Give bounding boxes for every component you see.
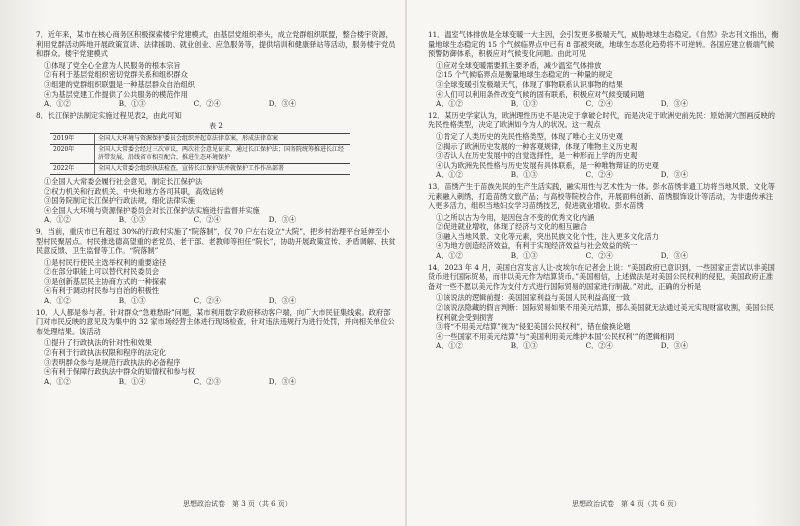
choice-d: D．③④: [268, 215, 297, 225]
option: ②有利于基层党组织密切党群关系和组织群众: [44, 70, 188, 80]
option: ③表明群众参与是规范行政执法的必备程序: [44, 357, 181, 367]
choice-d: D．③④: [660, 341, 689, 351]
choice-b: B．①③: [510, 170, 538, 180]
option: ①肯定了人类历史的先民性格类型，体现了唯心主义历史观: [436, 131, 623, 141]
choice-a: A．①②: [44, 99, 71, 109]
year-cell: 2022年: [50, 163, 95, 174]
page-4-column: [428, 30, 780, 353]
event-cell: 全国人大环境与资源保护委员会组织并起草法律草案，形成法律草案: [95, 133, 351, 144]
option: ③国务院制定长江保护行政法规，细化法律实施: [44, 196, 195, 206]
answer-choices: [44, 215, 396, 225]
option: ②该说法隐藏的假言判断：国际贸易如果不用美元结算，那么美国就无法通过美元实现财富收割，美国公民权利就会受到损害: [436, 303, 774, 322]
option: ①该说法的逻辑前提：美国国家利益与美国人民利益高度一致: [436, 293, 631, 303]
choice-c: C．②④: [585, 251, 613, 261]
choice-b: B．①③: [118, 215, 146, 225]
choice-c: C．②④: [585, 341, 613, 351]
choice-b: B．①③: [510, 99, 538, 109]
question-10: [36, 308, 396, 387]
choice-c: C．②④: [585, 99, 613, 109]
answer-choices: [436, 341, 780, 351]
option: ②揭示了欧洲历史发展的一种客观规律，体现了唯物主义历史观: [436, 141, 638, 151]
year-cell: 2020年: [50, 144, 95, 163]
answer-choices: [44, 99, 396, 109]
choice-a: A．①②: [436, 99, 463, 109]
question-stem: 13．苗绣产生于苗族先民的生产生活实践，融实用性与艺术性为一体。彭水苗绣非遗工坊将当地风景、文化等元素融入刺绣，打造苗绣文旅产品；与高校等院校合作，开展面料创新、苗绣服饰设计等活动，为非遗传承注入更多活力，组织当地妇女学习苗绣技艺，促进就业增收。彭水苗绣: [428, 181, 775, 211]
choice-a: A．①②: [44, 296, 71, 306]
choice-d: D．③④: [660, 170, 689, 180]
option: ④为基层党建工作提供了公共服务的模范作用: [44, 89, 188, 99]
table-caption: 表 2: [209, 122, 223, 131]
option: ③将“不用美元结算”视为“侵犯美国公民权利”，错在偷换论题: [436, 322, 631, 332]
choice-b: B．①③: [118, 99, 146, 109]
choice-a: A．①②: [44, 376, 71, 386]
choice-b: B．①③: [510, 251, 538, 261]
option: ①全国人大常委会履行社会意见，制定长江保护法: [44, 176, 203, 186]
question-9: [36, 227, 396, 306]
answer-choices: [436, 170, 780, 180]
question-stem: 7．近年来，某市在核心商务区积极探索楼宇党建模式，由基层党组织牵头，成立党群组织联盟，整合楼宇资源，利用党群活动阵地开展政策宣讲、法律援助、就业创业、应急服务等，提供培训和健康驿站等活动，服务楼宇党员和群众。楼宇党建模式: [36, 30, 396, 59]
option: ②权力机关和行政机关、中央和地方各司其职，高效运转: [44, 186, 224, 196]
question-stem: 9．当前，重庆市已有超过 30%的行政村实施了“院落制”，仅 70 户左右设立“大院”，把乡村治理平台延伸至小型村民聚居点。村民推选德高望重的老党员、老干部、老教师等担任“院长”，协助开展政策宣传、矛盾调解、扶贫民意反馈、卫生监督等工作。“院落制”: [36, 226, 396, 256]
choice-a: A．①②: [44, 215, 71, 225]
option: ③融入当地风景、文化等元素，突出民族文化个性，注入更多文化活力: [436, 231, 659, 241]
question-stem: 12．某历史学家认为，欧洲理性历史不是决定于拿破仑时代，而是决定于欧洲史前先民：原始洞穴图画反映的先民性格类型，决定了欧洲如今为人的状况。这一观点: [428, 110, 775, 130]
question-stem: 11．温室气体排放是全球变暖一大主因，会引发更多极端天气，威胁地球生态稳定。《自然》杂志刊文指出，衡量地球生态稳定的 15 个气候临界点中已有 8 部被突破，地球生态恶化趋势将不可逆转。各国应建立极端气候预警防御体系，积极应对气候变化问题。由此可见: [428, 30, 779, 59]
page-footer-right: 思想政治试卷 第 4 页（共 6 页）: [572, 500, 681, 508]
choice-d: D．③④: [268, 296, 297, 306]
option: ④有利于保障行政执法中群众的知情权和参与权: [44, 367, 195, 377]
option: ④认为欧洲先民性格与历史发展有具体联系，是一种唯物辩证的历史观: [436, 160, 659, 170]
choice-d: D．③④: [660, 99, 689, 109]
table-row: [50, 144, 350, 163]
question-stem: 10．人人都是参与者。针对群众“急难愁盼”问题，某市利用数字政府移动客户端，向广大市民征集线索。政府部门对市民反映的意见及为集中的 32 家市场经营主体进行现场检查，针对违法违规行为进行处罚，并向相关单位公布处理结果。该活动: [36, 307, 395, 336]
choice-d: D．③④: [268, 376, 297, 386]
option: ①是村民行使民主选举权利的重要途径: [44, 257, 167, 267]
answer-choices: [44, 296, 396, 306]
question-7: [36, 30, 396, 109]
event-cell: 全国人大常委会经过三次审议，两次社会意见征求，通过长江保护法；国务院统筹推进长江经济带发展，沿线省市相互配合，推进生态环境保护: [95, 144, 351, 163]
choice-c: C．②④: [193, 99, 221, 109]
answer-choices: [436, 251, 780, 261]
page-footer-left: 思想政治试卷 第 3 页（共 6 页）: [183, 500, 292, 508]
option: ③是创新基层民主协商方式的一种探索: [44, 276, 167, 286]
choice-b: B．①④: [118, 376, 146, 386]
option: ④全国人大环境与资源保护委员会对长江保护法实施进行监督并实施: [44, 205, 260, 215]
option: ④人们可以利用条件改变气候的固有联系，积极应对气候变暖问题: [436, 89, 645, 99]
page-3-column: [36, 30, 396, 388]
choice-a: A．①②: [436, 170, 463, 180]
option: ④为地方创造经济效益，有利于实现经济效益与社会效益的统一: [436, 241, 638, 251]
option: ③否认人在历史发展中的自觉选择性，是一种形而上学的历史观: [436, 151, 638, 161]
option: ①之所以古为今用，是因包含不变的优秀文化内涵: [436, 212, 595, 222]
option: ③全球变暖引发极端天气，体现了事物联系认识事物的结果: [436, 79, 623, 89]
question-12: [428, 111, 780, 180]
question-11: [428, 30, 780, 109]
choice-c: C．②④: [585, 170, 613, 180]
choice-c: C．②③: [193, 376, 221, 386]
law-timeline-table: [50, 133, 350, 175]
option: ④一些国家不用美元结算”与“美国利用美元维护本国‘公民权利’”的逻辑相同: [436, 331, 675, 341]
page-fold: [405, 0, 407, 526]
option: ①体现了党全心全意为人民服务的根本宗旨: [44, 60, 181, 70]
answer-choices: [436, 99, 780, 109]
question-stem: 8．长江保护法制定实施过程见表2，由此可知: [36, 110, 182, 120]
choice-a: A．①②: [436, 251, 463, 261]
question-13: [428, 182, 780, 261]
option: ②有利于行政执法权限和程序的法定化: [44, 348, 167, 358]
choice-a: A．①②: [436, 341, 463, 351]
event-cell: 全国人大常委会组织执法检查，宣传长江保护法并就保护工作作出部署: [95, 163, 351, 174]
option: ②促进就业增收，体现了经济与文化的相互融合: [436, 222, 587, 232]
option: ②在部分职能上可以替代村民委员会: [44, 267, 160, 277]
option: ④有利于调动村民参与自治的积极性: [44, 286, 160, 296]
choice-d: D．③④: [268, 99, 297, 109]
answer-choices: [44, 377, 396, 387]
choice-d: D．③④: [660, 251, 689, 261]
year-cell: 2019年: [50, 133, 95, 144]
option: ③组建的党群组织联盟是一种基层群众自治组织: [44, 79, 195, 89]
option: ①提升了行政执法的针对性和效果: [44, 338, 152, 348]
choice-c: C．②④: [193, 296, 221, 306]
option: ②15 个气候临界点是衡量地球生态稳定的一种量的规定: [436, 70, 613, 80]
question-stem: 14．2023 年 4 月，美国白宫发言人让-皮埃尔在记者会上说：“美国政府已意识到，一些国家正尝试以非美国货币进行国际贸易，而非以美元作为结算货币。”美国相信，上述做法是对美国公民权利的侵犯，美国政府正准备对一些不愿以美元作为支付方式进行国际贸易的国家进行制裁。”对此，正确的分析是: [428, 262, 775, 291]
table-row: [50, 163, 350, 174]
choice-b: B．①③: [118, 296, 146, 306]
choice-b: B．①③: [510, 341, 538, 351]
table-row: [50, 133, 350, 144]
option: ①应对全球变暖需要抓主要矛盾，减少温室气体排放: [436, 60, 602, 70]
question-14: [428, 263, 780, 351]
question-8: [36, 111, 396, 225]
choice-c: C．②④: [193, 215, 221, 225]
